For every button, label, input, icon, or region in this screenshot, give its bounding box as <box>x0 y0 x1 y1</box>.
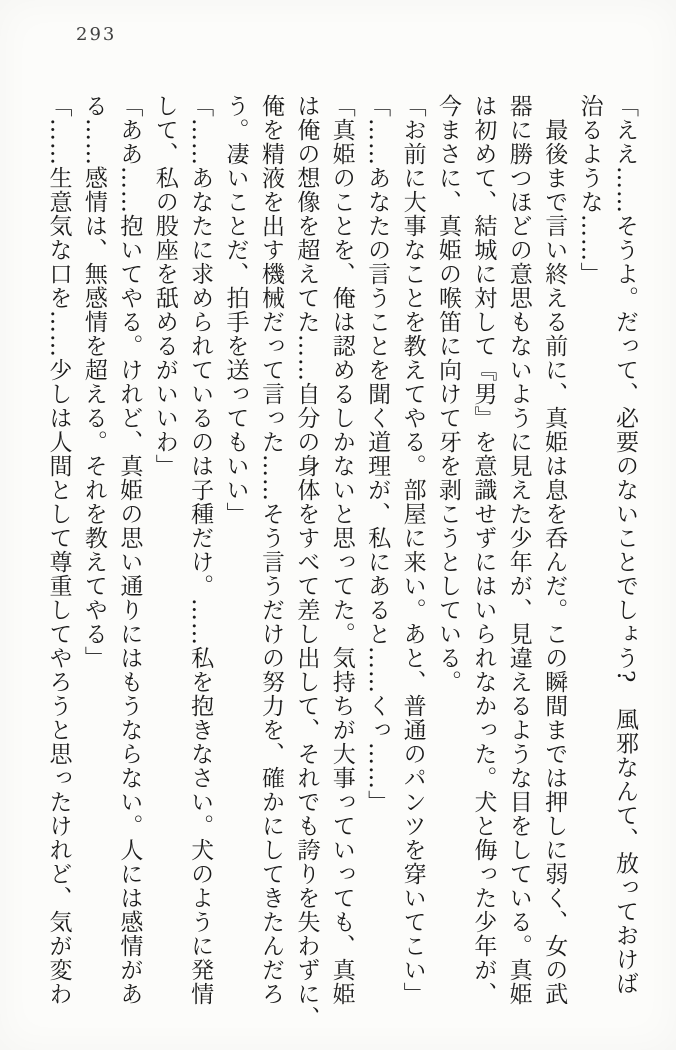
text-column: は初めて、結城に対して『男』を意識せずにはいられなかった。犬と侮った少年が、 <box>470 94 497 1006</box>
text-column: 「……あなたの言うことを聞く道理が、私にあると……くっ……」 <box>364 94 391 814</box>
text-column: 今まさに、真姫の喉笛に向けて牙を剥こうとしている。 <box>434 94 461 694</box>
page-number: 293 <box>76 24 117 45</box>
text-column: 器に勝つほどの意思もないように見えた少年が、見違えるような目をしている。真姫 <box>505 94 532 1006</box>
text-column: 最後まで言い終える前に、真姫は息を呑んだ。この瞬間までは押しに弱く、女の武 <box>541 94 568 1006</box>
text-block <box>38 94 642 1030</box>
text-column: 「ええ……そうよ。だって、必要のないことでしょう? 風邪なんて、放っておけば <box>612 94 638 996</box>
text-column: 「……あなたに求められているのは子種だけ。……私を抱きなさい。犬のように発情 <box>187 94 214 1006</box>
text-column: う。凄いことだ、拍手を送ってもいい」 <box>222 94 249 526</box>
text-column: して、私の股座を舐めるがいいわ」 <box>151 94 178 478</box>
text-column: 「ああ……抱いてやる。けれど、真姫の思い通りにはもうならない。人には感情があ <box>116 94 143 1006</box>
text-column: 俺を精液を出す機械だって言った……そう言うだけの努力を、確かにしてきたんだろ <box>257 94 284 1006</box>
text-column: 「真姫のことを、俺は認めるしかないと思ってた。気持ちが大事っていっても、真姫 <box>328 94 355 1006</box>
text-column: は俺の想像を超えてた……自分の身体をすべて差し出して、それでも誇りを失わずに、 <box>293 94 320 1030</box>
text-column: 「……生意気な口を……少しは人間として尊重してやろうと思ったけれど、気が変わ <box>45 94 72 1006</box>
text-column: 「お前に大事なことを教えてやる。部屋に来い。あと、普通のパンツを穿いてこい」 <box>399 94 426 1006</box>
text-column: 治るような……」 <box>576 94 603 286</box>
text-column: る……感情は、無感情を超える。それを教えてやる」 <box>80 94 107 670</box>
